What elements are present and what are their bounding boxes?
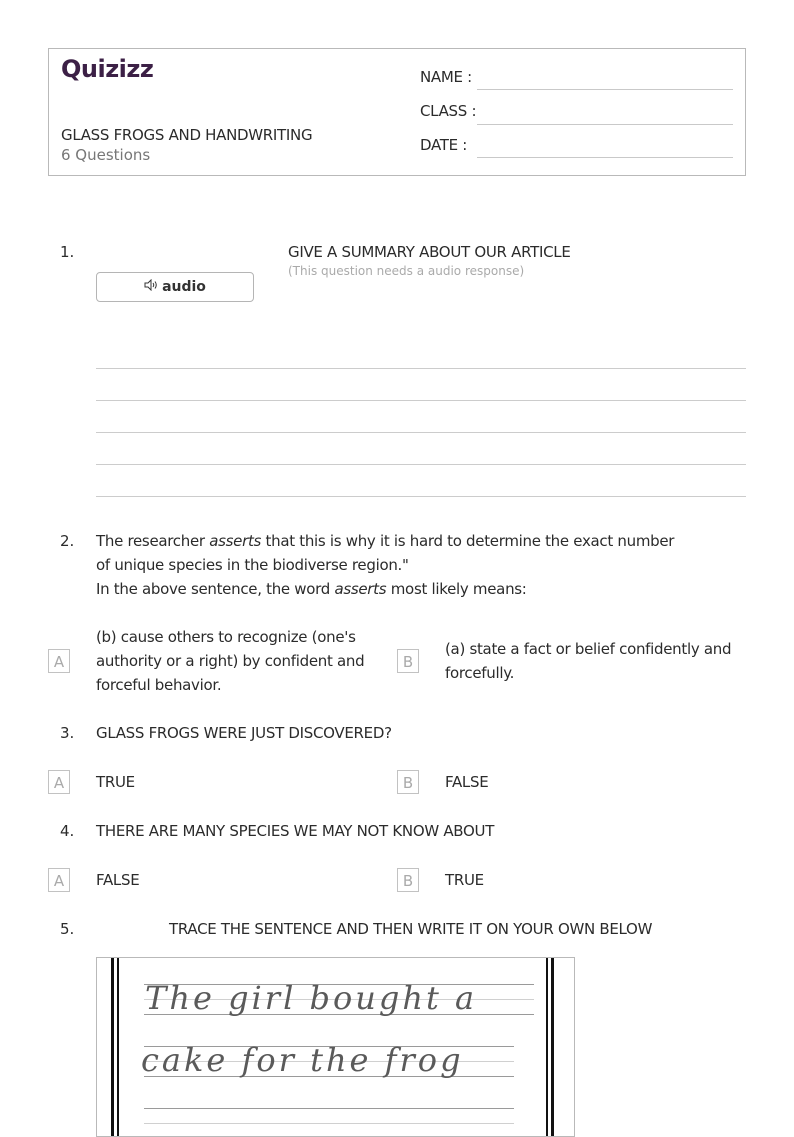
border-rail	[111, 958, 114, 1136]
handwriting-trace-image	[96, 957, 575, 1137]
answer-line-2[interactable]	[96, 400, 746, 401]
name-label: NAME :	[420, 68, 472, 86]
question-count: 6 Questions	[61, 146, 151, 164]
guide-line	[144, 1123, 514, 1124]
worksheet-title: GLASS FROGS AND HANDWRITING	[61, 126, 313, 144]
q4-option-b-text[interactable]: TRUE	[445, 871, 484, 889]
speaker-icon	[144, 279, 158, 295]
question-5-number: 5.	[60, 920, 75, 938]
worksheet-header	[48, 48, 746, 176]
answer-line-4[interactable]	[96, 464, 746, 465]
q4-option-a-box[interactable]: A	[48, 868, 70, 892]
question-2-line-1: The researcher asserts that this is why it is hard to determine the exact number	[96, 532, 675, 550]
border-rail	[551, 958, 554, 1136]
q2-option-b-box[interactable]: B	[397, 649, 419, 673]
border-rail	[117, 958, 119, 1136]
question-3-number: 3.	[60, 724, 75, 742]
question-2-line-3: In the above sentence, the word asserts most likely means:	[96, 580, 527, 598]
trace-line-1: The girl bought a	[145, 979, 478, 1017]
trace-line-2: cake for the frog	[141, 1041, 464, 1079]
question-2-number: 2.	[60, 532, 75, 550]
emphasis-asserts: asserts	[334, 580, 387, 598]
question-5-text: TRACE THE SENTENCE AND THEN WRITE IT ON YOUR OWN BELOW	[169, 920, 653, 938]
question-3-text: GLASS FROGS WERE JUST DISCOVERED?	[96, 724, 392, 742]
guide-line	[144, 1108, 514, 1109]
audio-button[interactable]	[96, 272, 254, 302]
date-label: DATE :	[420, 136, 468, 154]
emphasis-asserts: asserts	[209, 532, 262, 550]
q3-option-b-box[interactable]: B	[397, 770, 419, 794]
quizizz-logo: Quizizz	[61, 55, 154, 83]
answer-line-1[interactable]	[96, 368, 746, 369]
q4-option-a-text[interactable]: FALSE	[96, 871, 140, 889]
q2-option-b-text[interactable]: (a) state a fact or belief confidently and forcefully.	[445, 640, 732, 682]
date-field[interactable]	[477, 157, 733, 158]
question-4-text: THERE ARE MANY SPECIES WE MAY NOT KNOW ABOUT	[96, 822, 495, 840]
q2-option-a-box[interactable]: A	[48, 649, 70, 673]
question-1-note: (This question needs a audio response)	[288, 264, 525, 278]
answer-line-3[interactable]	[96, 432, 746, 433]
name-field[interactable]	[477, 89, 733, 90]
q4-option-b-box[interactable]: B	[397, 868, 419, 892]
border-rail	[546, 958, 548, 1136]
q3-option-a-text[interactable]: TRUE	[96, 773, 135, 791]
class-label: CLASS :	[420, 102, 477, 120]
question-4-number: 4.	[60, 822, 75, 840]
question-1-number: 1.	[60, 243, 75, 261]
answer-line-5[interactable]	[96, 496, 746, 497]
question-2-line-2: of unique species in the biodiverse region."	[96, 556, 409, 574]
class-field[interactable]	[477, 124, 733, 125]
audio-button-label: audio	[162, 279, 206, 295]
question-1-text: GIVE A SUMMARY ABOUT OUR ARTICLE	[288, 243, 571, 261]
q2-option-a-text[interactable]: (b) cause others to recognize (one's authority or a right) by confident and forceful behavior.	[96, 628, 365, 694]
q3-option-b-text[interactable]: FALSE	[445, 773, 489, 791]
question-2-text	[96, 529, 716, 601]
q3-option-a-box[interactable]: A	[48, 770, 70, 794]
